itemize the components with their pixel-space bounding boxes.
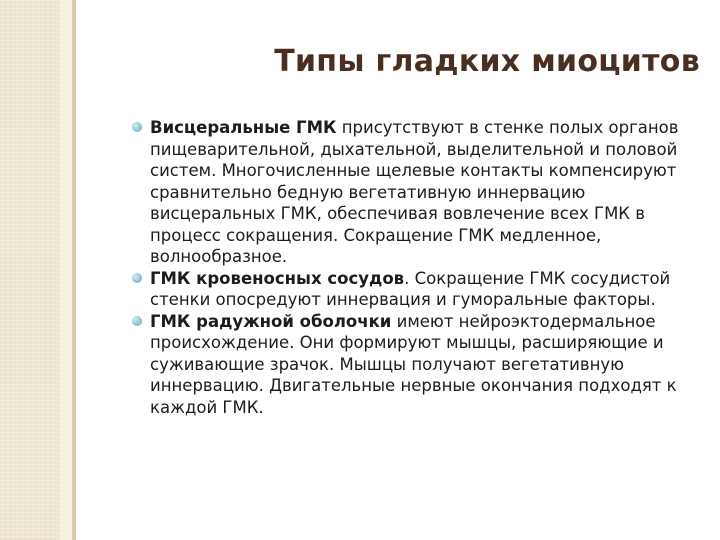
sidebar-divider <box>72 0 76 540</box>
item-term: ГМК радужной оболочки <box>150 311 392 331</box>
item-term: ГМК кровеносных сосудов <box>150 268 405 288</box>
item-text: присутствуют в стенке полых органов пищеварительной, дыхательной, выделительной и половой систем. Многочисленные щелевые контакты компенсируют сравнительно бедную вегетативную иннервацию висцеральных ГМК, обеспечивая вовлечение всех ГМК в процесс сокращения. Сокращение ГМК медленное, волнообразное. <box>150 118 679 266</box>
item-text: . Сокращение ГМК сосудистой стенки опосредуют иннервация и гуморальные факторы. <box>150 268 671 309</box>
list-item-visceral <box>150 117 698 268</box>
bullet-icon <box>132 316 142 326</box>
bullet-icon <box>132 273 142 283</box>
item-text: имеют нейроэктодермальное происхождение. Они формируют мышцы, расширяющие и суживающие зрачок. Мышцы получают вегетативную иннервацию. Двигательные нервные окончания подходят к каждой ГМК. <box>150 311 677 417</box>
item-term: Висцеральные ГМК <box>150 118 337 137</box>
bullet-list <box>150 117 698 418</box>
bullet-icon <box>132 122 142 132</box>
list-item-vascular <box>150 268 698 311</box>
slide-title: Типы гладких миоцитов <box>274 44 700 79</box>
decorative-sidebar <box>0 0 76 540</box>
list-item-iris <box>150 311 698 419</box>
sidebar-band <box>60 0 72 540</box>
